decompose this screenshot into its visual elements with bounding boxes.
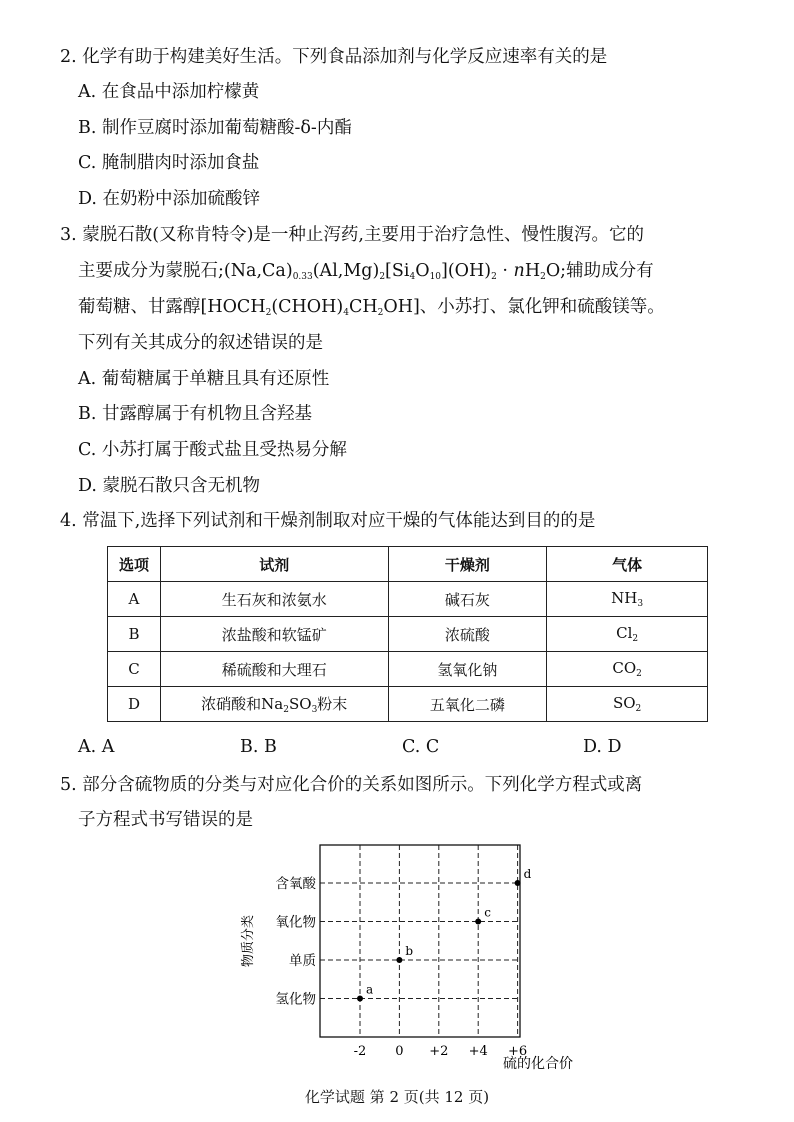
- q2-stem: 2. 化学有助于构建美好生活。下列食品添加剂与化学反应速率有关的是: [60, 47, 608, 67]
- q4-cell-option: C: [108, 652, 161, 687]
- data-label-d: d: [523, 867, 532, 881]
- table-row: [108, 652, 708, 687]
- y-tick-label: 氢化物: [275, 991, 316, 1008]
- q4-cell-option: B: [108, 617, 161, 652]
- data-point-c: [475, 919, 481, 925]
- data-point-b: [396, 957, 402, 963]
- data-point-d: [515, 880, 521, 886]
- table-row: [108, 687, 708, 722]
- q2-option-a: A. 在食品中添加柠檬黄: [78, 82, 260, 102]
- q4-cell-option: D: [108, 687, 161, 722]
- q4-cell-reagent: 稀硫酸和大理石: [160, 652, 388, 687]
- q4-cell-drier: 浓硫酸: [388, 617, 547, 652]
- q3-stem-line4: 下列有关其成分的叙述错误的是: [78, 333, 323, 353]
- q5-stem-line2: 子方程式书写错误的是: [78, 810, 253, 830]
- q4-header-gas: 气体: [547, 547, 708, 582]
- x-tick-label: -2: [353, 1044, 367, 1059]
- q4-table: [107, 546, 708, 722]
- q4-cell-gas: $SO_2$: [547, 687, 708, 722]
- q3-option-c: C. 小苏打属于酸式盐且受热易分解: [78, 440, 347, 460]
- q3-stem-line2: 主要成分为蒙脱石$;(Na,Ca)_{0.33}(Al,Mg)_2[Si_4O_{10}](OH)_2 \cdot nH_2O$;辅助成分有: [78, 261, 654, 282]
- q4-cell-gas: $CO_2$: [547, 652, 708, 687]
- q3-stem-line3: 葡萄糖、甘露醇$[HOCH_2(CHOH)_4CH_2OH]$、小苏打、氯化钾和硫酸镁等。: [78, 297, 665, 318]
- q4-header-option: 选项: [108, 547, 161, 582]
- x-tick-label: +4: [468, 1044, 488, 1059]
- x-tick-label: 0: [395, 1044, 404, 1059]
- figure-grid: [320, 845, 520, 1037]
- y-tick-label: 含氧酸: [275, 876, 316, 892]
- q4-header-drier: 干燥剂: [388, 547, 547, 582]
- q4-cell-gas: $Cl_2$: [547, 617, 708, 652]
- q2-option-b: B. 制作豆腐时添加葡萄糖酸-δ-内酯: [78, 118, 352, 138]
- q4-stem: 4. 常温下,选择下列试剂和干燥剂制取对应干燥的气体能达到目的的是: [60, 511, 596, 531]
- q4-cell-gas: $NH_3$: [547, 582, 708, 617]
- x-tick-label: +2: [429, 1044, 449, 1059]
- table-row: [108, 617, 708, 652]
- q3-option-d: D. 蒙脱石散只含无机物: [78, 476, 261, 496]
- y-tick-label: 氧化物: [275, 914, 316, 931]
- q4-cell-reagent: 浓盐酸和软锰矿: [160, 617, 388, 652]
- q2-option-d: D. 在奶粉中添加硫酸锌: [78, 189, 261, 209]
- q5-stem-line1: 5. 部分含硫物质的分类与对应化合价的关系如图所示。下列化学方程式或离: [60, 775, 643, 795]
- q4-answer-a: A. A: [78, 737, 115, 757]
- data-point-a: [357, 996, 363, 1002]
- data-label-b: b: [405, 944, 414, 958]
- q4-cell-option: A: [108, 582, 161, 617]
- table-row: [108, 582, 708, 617]
- q3-stem-line1: 3. 蒙脱石散(又称肯特令)是一种止泻药,主要用于治疗急性、慢性腹泻。它的: [60, 225, 644, 245]
- q4-cell-drier: 五氧化二磷: [388, 687, 547, 722]
- q3-option-b: B. 甘露醇属于有机物且含羟基: [78, 404, 312, 424]
- q4-answer-b: B. B: [240, 737, 277, 757]
- x-axis-title: 硫的化合价: [503, 1056, 573, 1072]
- q4-cell-reagent: 生石灰和浓氨水: [160, 582, 388, 617]
- q4-cell-reagent: 浓硝酸和$Na_2SO_3$粉末: [160, 687, 388, 722]
- data-label-a: a: [366, 982, 374, 997]
- q3-option-a: A. 葡萄糖属于单糖且具有还原性: [78, 369, 330, 389]
- data-label-c: c: [484, 905, 491, 920]
- q4-header-reagent: 试剂: [160, 547, 388, 582]
- q4-table-header: [108, 547, 708, 582]
- x-tick-label: +6: [508, 1044, 528, 1059]
- q4-answer-c: C. C: [402, 737, 440, 757]
- q4-answer-d: D. D: [583, 737, 622, 757]
- figure-frame: [320, 845, 520, 1037]
- y-axis-title: 物质分类: [241, 914, 256, 968]
- q4-cell-drier: 碱石灰: [388, 582, 547, 617]
- y-tick-label: 单质: [289, 953, 316, 969]
- page-footer: 化学试题 第 2 页(共 12 页): [304, 1088, 490, 1106]
- q4-cell-drier: 氢氧化钠: [388, 652, 547, 687]
- sulfur-valence-figure: [230, 840, 590, 1080]
- q2-option-c: C. 腌制腊肉时添加食盐: [78, 153, 260, 173]
